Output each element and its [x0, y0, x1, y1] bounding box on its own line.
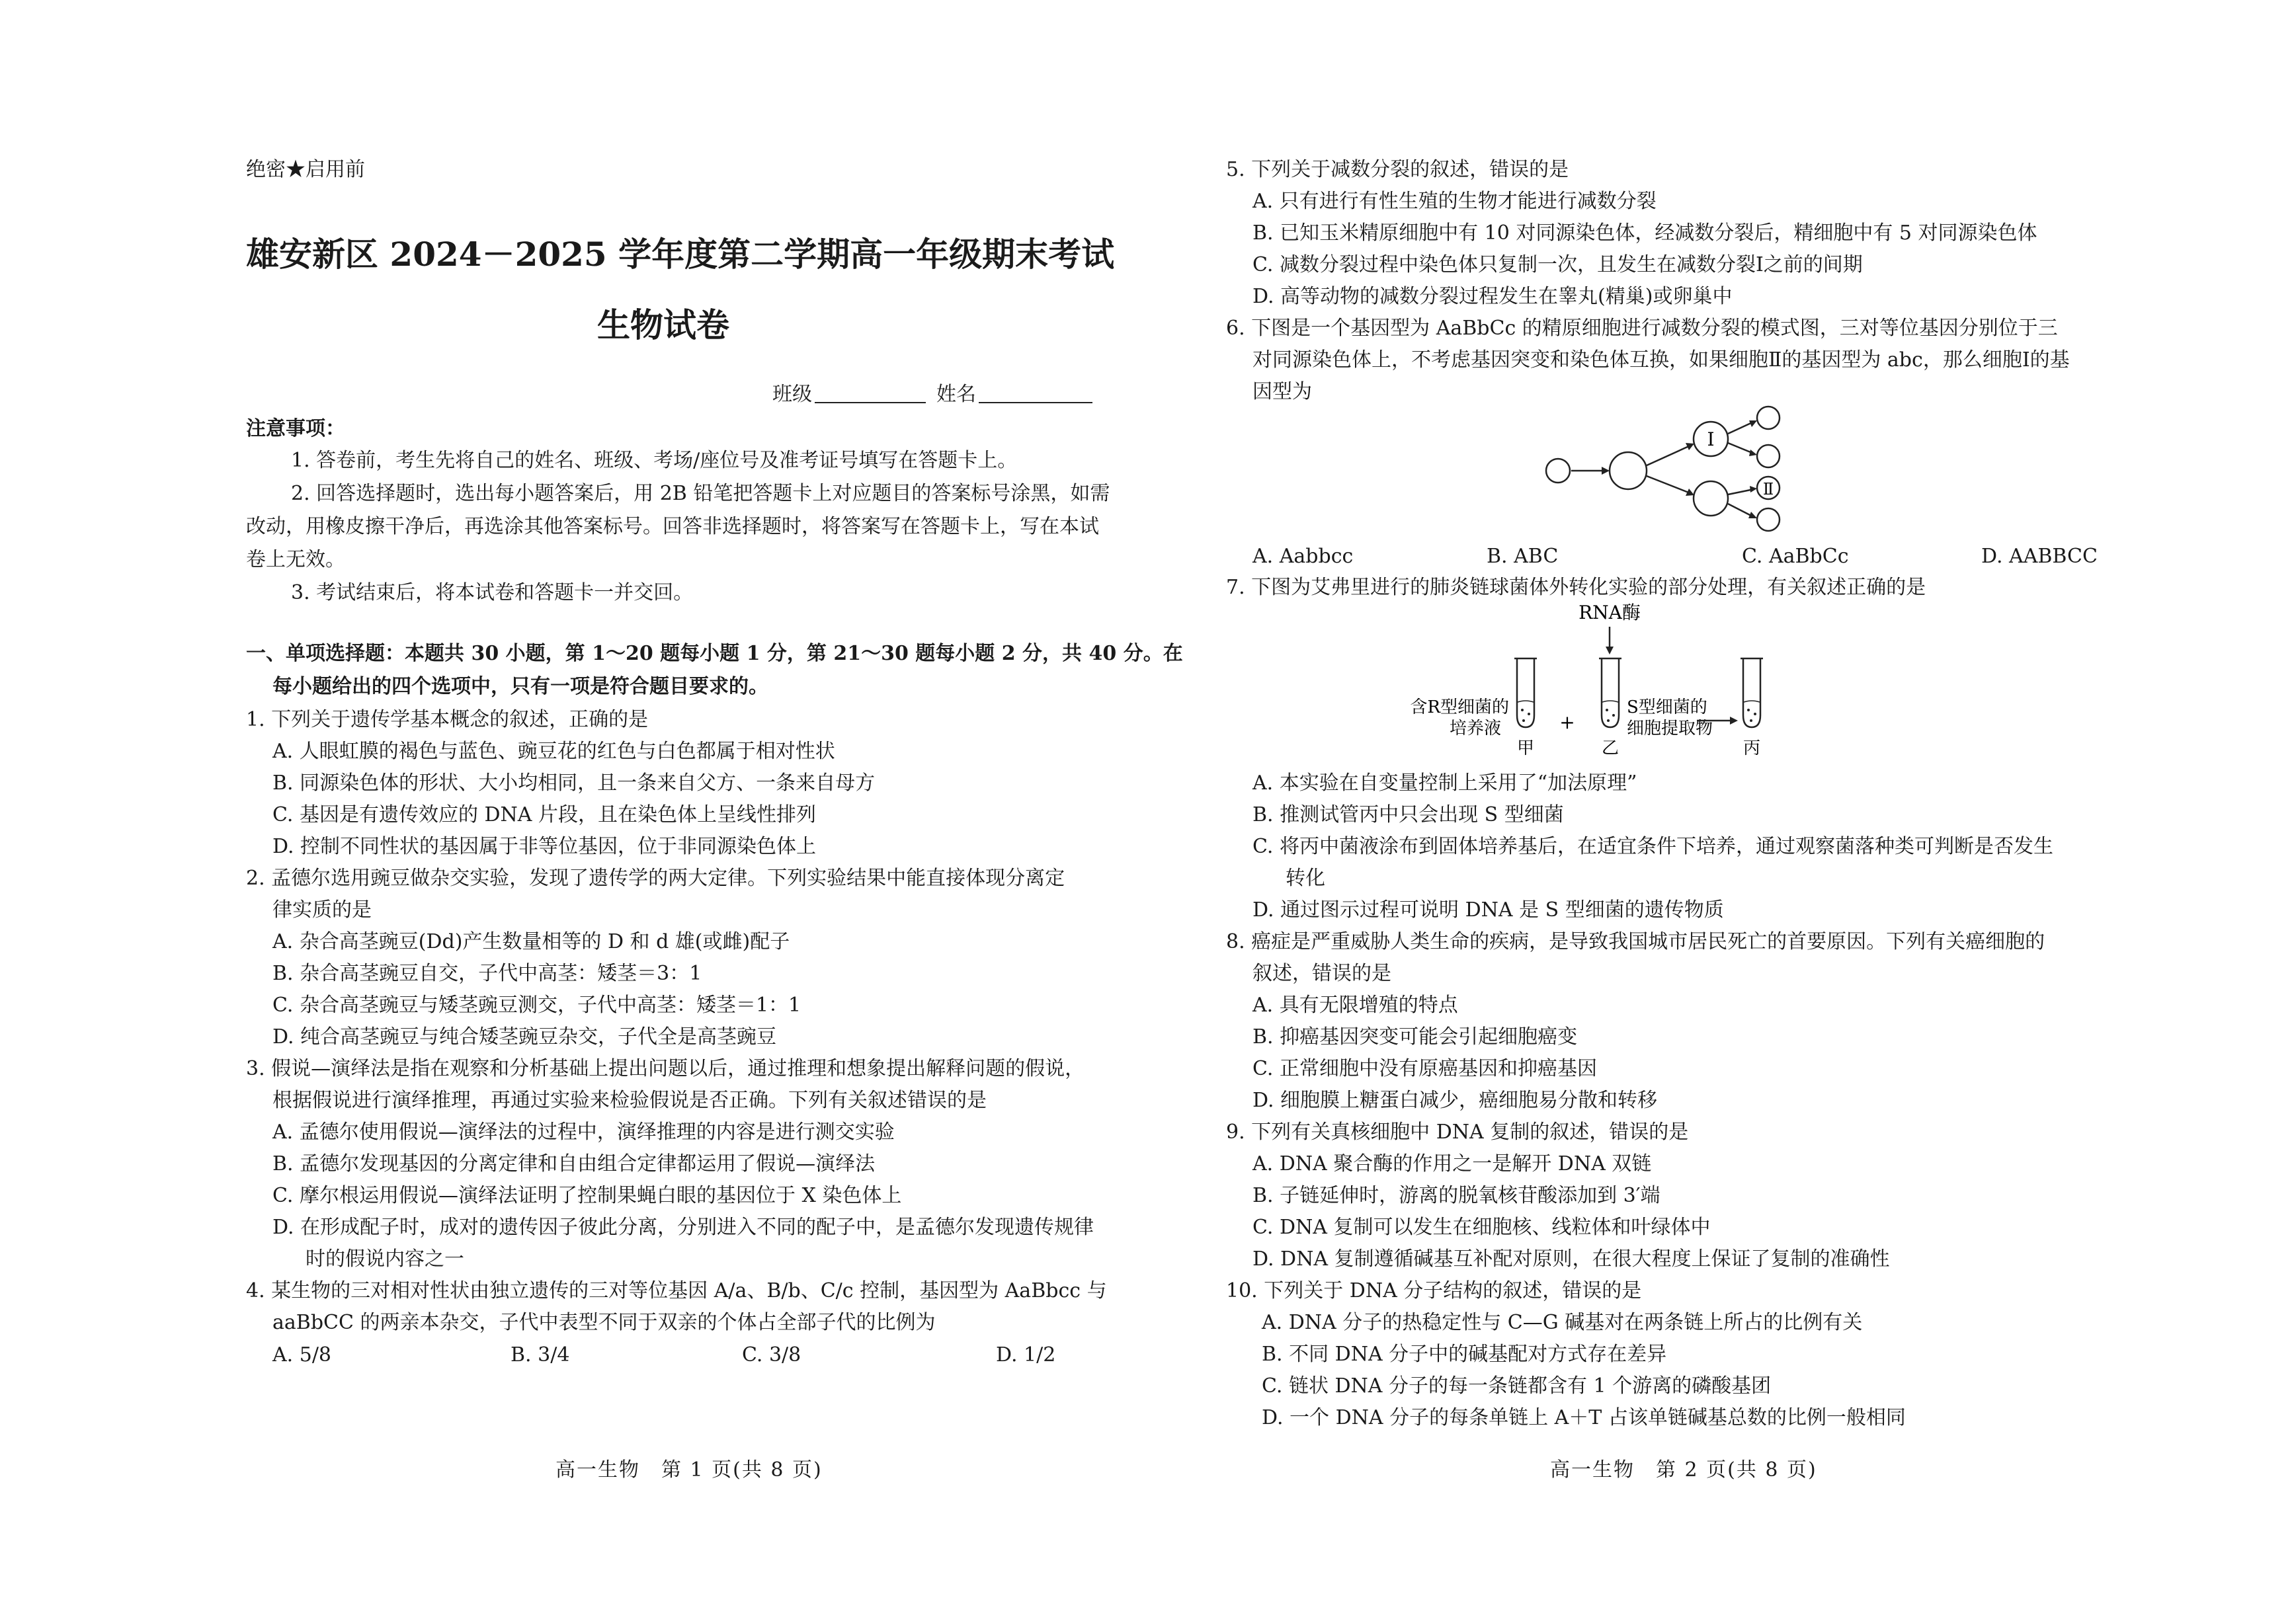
section-heading: 每小题给出的四个选项中，只有一项是符合题目要求的。 [272, 675, 768, 698]
section-heading: 一、单项选择题：本题共 30 小题，第 1～20 题每小题 1 分，第 21～30 题每小题 2 分，共 40 分。在 [246, 642, 1183, 665]
question-option: D. 一个 DNA 分子的每条单链上 A＋T 占该单链碱基总数的比例一般相同 [1262, 1406, 1906, 1429]
page-footer: 高一生物 第 1 页(共 8 页) [555, 1458, 823, 1482]
question-stem: 10. 下列关于 DNA 分子结构的叙述，错误的是 [1226, 1279, 1642, 1302]
meiosis-diagram [1541, 402, 1792, 534]
question-stem: 2. 孟德尔选用豌豆做杂交实验，发现了遗传学的两大定律。下列实验结果中能直接体现分离定 [246, 867, 1065, 890]
label-II: Ⅱ [1762, 480, 1774, 498]
question-option: C. 摩尔根运用假说—演绎法证明了控制果蝇白眼的基因位于 X 染色体上 [272, 1184, 902, 1207]
question-option: A. 孟德尔使用假说—演绎法的过程中，演绎推理的内容是进行测交实验 [272, 1121, 895, 1144]
question-option: C. 正常细胞中没有原癌基因和抑癌基因 [1252, 1057, 1597, 1080]
option-c: C. AaBbCc [1742, 545, 1849, 568]
question-stem: aaBbCC 的两亲本杂交，子代中表型不同于双亲的个体占全部子代的比例为 [272, 1311, 936, 1334]
s-extract-label: S型细菌的 [1627, 697, 1707, 717]
notice-line: 改动，用橡皮擦干净后，再选涂其他答案标号。回答非选择题时，将答案写在答题卡上，写在本试 [246, 515, 1099, 538]
r-culture-label: 培养液 [1449, 719, 1501, 738]
notice-heading: 注意事项： [246, 417, 345, 440]
question-option: B. 推测试管丙中只会出现 S 型细菌 [1252, 803, 1564, 826]
tube-yi-label: 乙 [1601, 738, 1620, 758]
question-stem: 5. 下列关于减数分裂的叙述，错误的是 [1226, 158, 1569, 181]
option-b: B. 3/4 [511, 1343, 570, 1366]
question-option: C. 链状 DNA 分子的每一条链都含有 1 个游离的磷酸基团 [1262, 1374, 1772, 1398]
r-culture-label: 含R型细菌的 [1410, 697, 1509, 717]
q6-options [1252, 545, 2106, 567]
question-option: B. 已知玉米精原细胞中有 10 对同源染色体，经减数分裂后，精细胞中有 5 对同源染色体 [1252, 221, 2037, 245]
name-label: 姓名 [936, 383, 976, 406]
tube-yi [1602, 658, 1619, 727]
question-option: A. 人眼虹膜的褐色与蓝色、豌豆花的红色与白色都属于相对性状 [272, 740, 835, 763]
option-d: D. AABBCC [1981, 545, 2098, 568]
secondary-cell [1694, 481, 1728, 516]
tube-bing [1743, 658, 1760, 727]
question-stem: 叙述，错误的是 [1252, 962, 1391, 985]
sperm-cell [1757, 407, 1780, 429]
question-option: A. DNA 分子的热稳定性与 C—G 碱基对在两条链上所占的比例有关 [1262, 1311, 1863, 1334]
question-stem: 对同源染色体上，不考虑基因突变和染色体互换，如果细胞Ⅱ的基因型为 abc，那么细胞Ⅰ的基 [1252, 348, 2070, 372]
label-I: Ⅰ [1707, 428, 1715, 450]
question-option: D. 高等动物的减数分裂过程发生在睾丸(精巢)或卵巢中 [1252, 285, 1733, 308]
question-option: 时的假说内容之一 [306, 1247, 464, 1271]
question-option: D. 控制不同性状的基因属于非等位基因，位于非同源染色体上 [272, 835, 817, 858]
question-option: C. DNA 复制可以发生在细胞核、线粒体和叶绿体中 [1252, 1216, 1711, 1239]
option-c: C. 3/8 [742, 1343, 801, 1366]
question-option: B. 孟德尔发现基因的分离定律和自由组合定律都运用了假说—演绎法 [272, 1152, 876, 1175]
question-option: A. DNA 聚合酶的作用之一是解开 DNA 双链 [1252, 1152, 1652, 1175]
question-option: B. 子链延伸时，游离的脱氧核苷酸添加到 3′端 [1252, 1184, 1660, 1207]
secret-mark: 绝密★启用前 [246, 158, 365, 181]
question-stem: 7. 下图为艾弗里进行的肺炎链球菌体外转化实验的部分处理，有关叙述正确的是 [1226, 576, 1926, 599]
sperm-cell [1757, 508, 1780, 531]
question-option: D. 在形成配子时，成对的遗传因子彼此分离，分别进入不同的配子中，是孟德尔发现遗传规律 [272, 1216, 1094, 1239]
notice-line: 2. 回答选择题时，选出每小题答案后，用 2B 铅笔把答题卡上对应题目的答案标号涂黑，如需 [291, 482, 1110, 505]
question-option: C. 将丙中菌液涂布到固体培养基后，在适宜条件下培养，通过观察菌落种类可判断是否发生 [1252, 835, 2053, 858]
question-option: B. 同源染色体的形状、大小均相同，且一条来自父方、一条来自母方 [272, 772, 876, 795]
exam-subject: 生物试卷 [597, 305, 729, 344]
question-option: A. 本实验在自变量控制上采用了“加法原理” [1252, 772, 1637, 795]
question-stem: 律实质的是 [272, 898, 372, 922]
primary-spermatocyte-cell [1610, 452, 1647, 489]
s-extract-label: 细胞提取物 [1627, 719, 1713, 738]
name-field[interactable] [936, 383, 1092, 406]
question-option: A. 杂合高茎豌豆(Dd)产生数量相等的 D 和 d 雄(或雌)配子 [272, 930, 790, 953]
option-d: D. 1/2 [996, 1343, 1056, 1366]
question-option: D. 纯合高茎豌豆与纯合矮茎豌豆杂交，子代全是高茎豌豆 [272, 1025, 777, 1049]
question-stem: 9. 下列有关真核细胞中 DNA 复制的叙述，错误的是 [1226, 1121, 1689, 1144]
notice-line: 3. 考试结束后，将本试卷和答题卡一并交回。 [291, 581, 694, 604]
question-option: B. 抑癌基因突变可能会引起细胞癌变 [1252, 1025, 1578, 1049]
notice-line: 卷上无效。 [246, 548, 345, 571]
tube-jia-label: 甲 [1516, 738, 1535, 758]
question-stem: 6. 下图是一个基因型为 AaBbCc 的精原细胞进行减数分裂的模式图，三对等位基因分别位于三 [1226, 317, 2058, 340]
question-option: B. 不同 DNA 分子中的碱基配对方式存在差异 [1262, 1343, 1667, 1366]
question-option: D. DNA 复制遵循碱基互补配对原则，在很大程度上保证了复制的准确性 [1252, 1247, 1890, 1271]
question-option: C. 减数分裂过程中染色体只复制一次，且发生在减数分裂Ⅰ之前的间期 [1252, 253, 1863, 276]
class-field[interactable] [772, 383, 926, 406]
question-option: A. 具有无限增殖的特点 [1252, 994, 1458, 1017]
question-option: D. 通过图示过程可说明 DNA 是 S 型细菌的遗传物质 [1252, 898, 1724, 922]
question-stem: 4. 某生物的三对相对性状由独立遗传的三对等位基因 A/a、B/b、C/c 控制，基因型为 AaBbcc 与 [246, 1279, 1107, 1302]
q4-options [272, 1343, 1119, 1366]
question-stem: 3. 假说—演绎法是指在观察和分析基础上提出问题以后，通过推理和想象提出解释问题的假说， [246, 1057, 1085, 1080]
option-a: A. 5/8 [272, 1343, 332, 1366]
question-option: B. 杂合高茎豌豆自交，子代中高茎：矮茎＝3：1 [272, 962, 702, 985]
question-option: 转化 [1286, 867, 1325, 890]
option-b: B. ABC [1487, 545, 1559, 568]
page-footer: 高一生物 第 2 页(共 8 页) [1550, 1458, 1817, 1482]
tube-bing-label: 丙 [1742, 738, 1761, 758]
question-option: C. 基因是有遗传效应的 DNA 片段，且在染色体上呈线性排列 [272, 803, 816, 826]
question-stem: 根据假说进行演绎推理，再通过实验来检验假说是否正确。下列有关叙述错误的是 [272, 1089, 987, 1112]
option-a: A. Aabbcc [1252, 545, 1354, 568]
question-option: A. 只有进行有性生殖的生物才能进行减数分裂 [1252, 190, 1657, 213]
notice-line: 1. 答卷前，考生先将自己的姓名、班级、考场/座位号及准考证号填写在答题卡上。 [291, 449, 1018, 472]
enzyme-label: RNA酶 [1578, 602, 1641, 623]
tube-jia [1517, 658, 1534, 727]
sperm-cell [1757, 445, 1780, 467]
spermatogonium-cell [1546, 459, 1570, 483]
transformation-diagram [1410, 596, 1815, 768]
question-option: C. 杂合高茎豌豆与矮茎豌豆测交，子代中高茎：矮茎＝1：1 [272, 994, 801, 1017]
question-stem: 8. 癌症是严重威胁人类生命的疾病，是导致我国城市居民死亡的首要原因。下列有关癌细胞的 [1226, 930, 2045, 953]
exam-title: 雄安新区 2024－2025 学年度第二学期高一年级期末考试 [246, 235, 1115, 274]
question-stem: 因型为 [1252, 380, 1312, 403]
plus-sign: + [1559, 711, 1575, 733]
question-stem: 1. 下列关于遗传学基本概念的叙述，正确的是 [246, 708, 649, 731]
question-option: D. 细胞膜上糖蛋白减少，癌细胞易分散和转移 [1252, 1089, 1658, 1112]
class-label: 班级 [772, 383, 812, 406]
